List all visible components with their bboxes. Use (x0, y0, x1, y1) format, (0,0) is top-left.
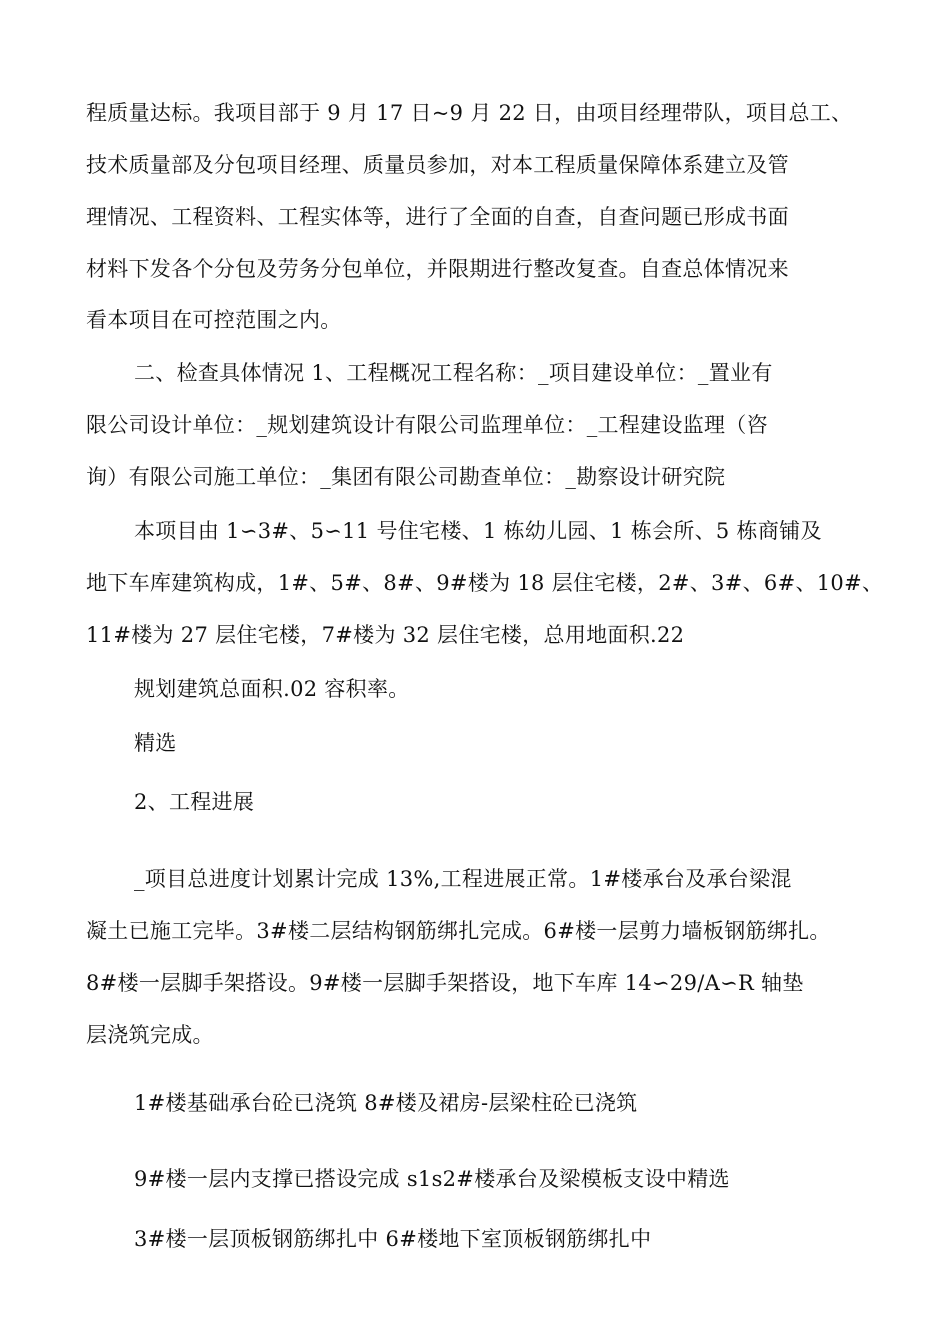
text-line: _项目总进度计划累计完成 13%,工程进展正常。1#楼承台及承台梁混 (134, 867, 792, 891)
photo-caption: 1#楼基础承台砼已浇筑 8#楼及裙房-层梁柱砼已浇筑 (134, 1091, 638, 1115)
text-line: 8#楼一层脚手架搭设。9#楼一层脚手架搭设，地下车库 14∽29/A∽R 轴垫 (86, 971, 804, 995)
text-line: 看本项目在可控范围之内。 (86, 308, 342, 332)
text-line: 材料下发各个分包及劳务分包单位，并限期进行整改复查。自查总体情况来 (86, 257, 789, 281)
text-line: 询）有限公司施工单位：_集团有限公司勘查单位：_勘察设计研究院 (86, 465, 726, 489)
text-line: 技术质量部及分包项目经理、质量员参加，对本工程质量保障体系建立及管 (86, 153, 789, 177)
photo-caption: 9#楼一层内支撑已搭设完成 s1s2#楼承台及梁模板支设中精选 (134, 1167, 730, 1191)
photo-caption: 3#楼一层顶板钢筋绑扎中 6#楼地下室顶板钢筋绑扎中 (134, 1227, 652, 1251)
text-line: 凝土已施工完毕。3#楼二层结构钢筋绑扎完成。6#楼一层剪力墙板钢筋绑扎。 (86, 919, 831, 943)
text-line: 11#楼为 27 层住宅楼，7#楼为 32 层住宅楼，总用地面积.22 (86, 623, 685, 647)
text-line: 规划建筑总面积.02 容积率。 (134, 677, 410, 701)
section-heading-line: 二、检查具体情况 1、工程概况工程名称：_项目建设单位：_置业有 (134, 361, 773, 385)
text-line: 地下车库建筑构成，1#、5#、8#、9#楼为 18 层住宅楼，2#、3#、6#、10#、 (86, 571, 884, 595)
text-line: 层浇筑完成。 (86, 1023, 214, 1047)
subsection-heading: 2、工程进展 (134, 790, 255, 814)
text-line: 理情况、工程资料、工程实体等，进行了全面的自查，自查问题已形成书面 (86, 205, 789, 229)
watermark-label: 精选 (134, 731, 177, 755)
text-line: 程质量达标。我项目部于 9 月 17 日~9 月 22 日，由项目经理带队，项目总工、 (86, 101, 853, 125)
text-line: 本项目由 1∽3#、5∽11 号住宅楼、1 栋幼儿园、1 栋会所、5 栋商铺及 (134, 519, 822, 543)
text-line: 限公司设计单位：_规划建筑设计有限公司监理单位：_工程建设监理（咨 (86, 413, 768, 437)
